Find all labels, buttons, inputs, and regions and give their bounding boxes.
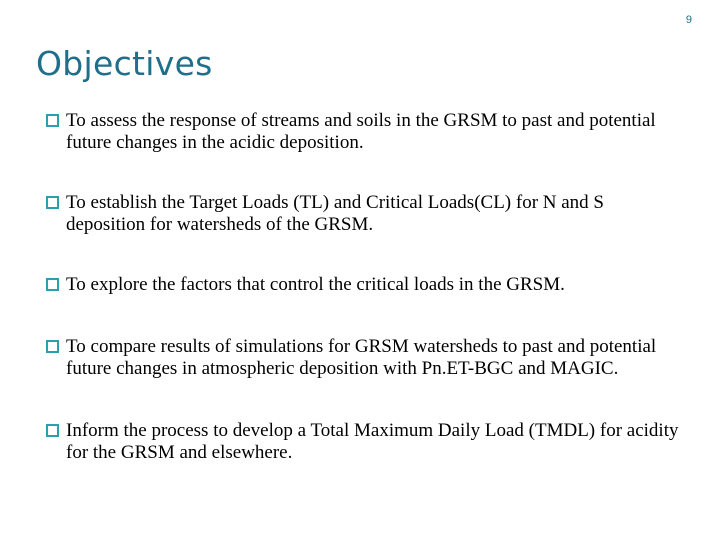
bullet-box-icon bbox=[46, 196, 59, 209]
list-item bbox=[46, 110, 686, 154]
bullet-text: To establish the Target Loads (TL) and Critical Loads(CL) for N and S deposition for watersheds of the GRSM. bbox=[66, 192, 605, 235]
bullet-text: To assess the response of streams and soils in the GRSM to past and potential future changes in the acidic deposition. bbox=[66, 110, 656, 153]
list-item bbox=[46, 336, 686, 380]
page-number: 9 bbox=[685, 14, 692, 26]
bullet-box-icon bbox=[46, 424, 59, 437]
bullet-box-icon bbox=[46, 340, 59, 353]
list-item bbox=[46, 420, 686, 464]
list-item bbox=[46, 274, 686, 296]
objectives-list bbox=[46, 110, 686, 502]
bullet-text: To explore the factors that control the critical loads in the GRSM. bbox=[66, 274, 565, 295]
bullet-box-icon bbox=[46, 278, 59, 291]
bullet-text: Inform the process to develop a Total Maximum Daily Load (TMDL) for acidity for the GRSM and elsewhere. bbox=[66, 420, 679, 463]
bullet-box-icon bbox=[46, 114, 59, 127]
list-item bbox=[46, 192, 686, 236]
bullet-text: To compare results of simulations for GRSM watersheds to past and potential future changes in atmospheric deposition with Pn.ET-BGC and MAGIC. bbox=[66, 336, 657, 379]
slide-title: Objectives bbox=[36, 44, 213, 83]
